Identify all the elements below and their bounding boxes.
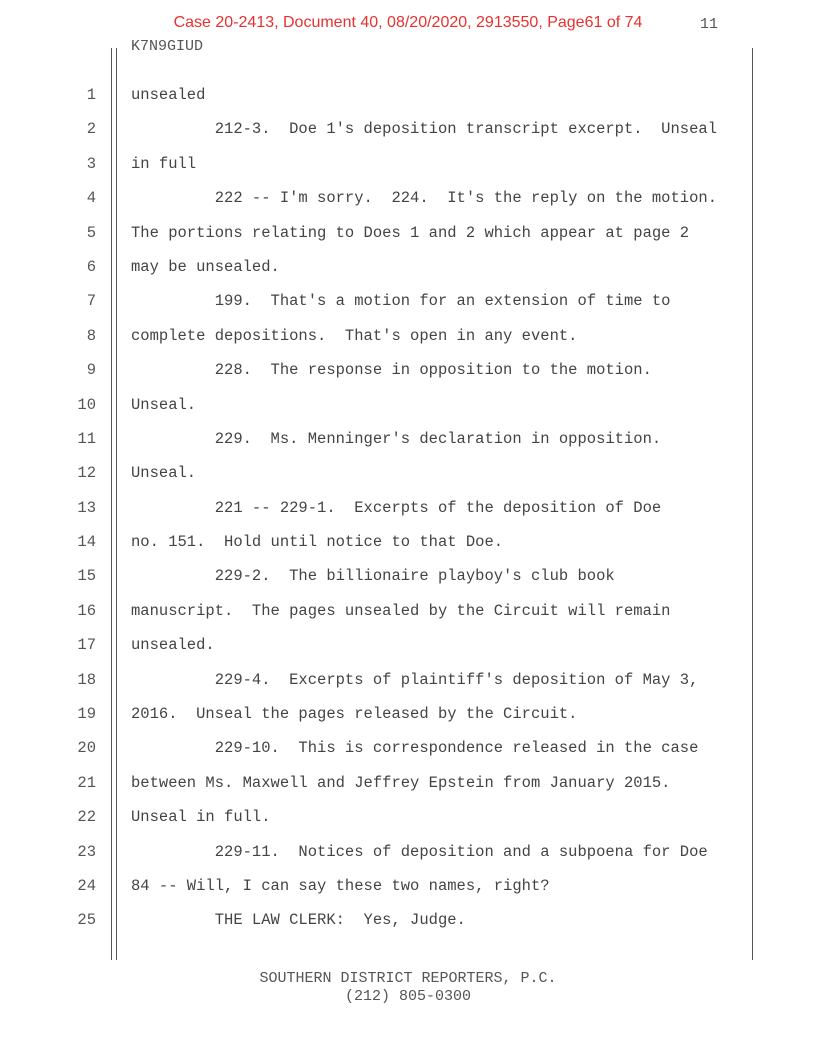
line-number: 9	[86, 361, 96, 380]
transcript-line	[0, 147, 816, 181]
transcript-line	[0, 319, 816, 353]
transcript-line	[0, 181, 816, 215]
line-text: 222 -- I'm sorry. 224. It's the reply on the motion.	[131, 189, 717, 208]
transcript-line	[0, 800, 816, 834]
line-number: 15	[77, 567, 96, 586]
line-number: 4	[86, 189, 96, 208]
transcript-line	[0, 766, 816, 800]
transcript-line	[0, 869, 816, 903]
transcript-body	[0, 78, 816, 938]
line-number: 11	[77, 429, 96, 448]
transcript-line	[0, 594, 816, 628]
transcript-id: K7N9GIUD	[131, 38, 204, 55]
transcript-line	[0, 903, 816, 937]
line-text: complete depositions. That's open in any event.	[131, 326, 578, 345]
line-number: 13	[77, 498, 96, 517]
transcript-line	[0, 835, 816, 869]
line-text: 228. The response in opposition to the motion.	[131, 361, 652, 380]
line-text: Unseal.	[131, 464, 197, 483]
line-number: 21	[77, 773, 96, 792]
line-number: 23	[77, 842, 96, 861]
line-number: 14	[77, 533, 96, 552]
line-text: may be unsealed.	[131, 257, 280, 276]
transcript-line	[0, 559, 816, 593]
transcript-line	[0, 731, 816, 765]
transcript-line	[0, 628, 816, 662]
reporter-phone: (212) 805-0300	[344, 988, 472, 1005]
line-text: 229-4. Excerpts of plaintiff's deposition of May 3,	[131, 670, 699, 689]
line-number: 20	[77, 739, 96, 758]
line-text: in full	[131, 154, 197, 173]
line-number: 16	[77, 601, 96, 620]
line-text: 229-11. Notices of deposition and a subpoena for Doe	[131, 842, 708, 861]
transcript-line	[0, 78, 816, 112]
line-text: Unseal in full.	[131, 808, 271, 827]
line-number: 1	[86, 86, 96, 104]
line-text: 199. That's a motion for an extension of time to	[131, 292, 671, 311]
transcript-line	[0, 525, 816, 559]
transcript-line	[0, 112, 816, 146]
line-text: 84 -- Will, I can say these two names, right?	[131, 876, 550, 895]
transcript-line	[0, 353, 816, 387]
line-text: between Ms. Maxwell and Jeffrey Epstein from January 2015.	[131, 773, 671, 792]
reporter-name: SOUTHERN DISTRICT REPORTERS, P.C.	[259, 970, 557, 987]
line-text: THE LAW CLERK: Yes, Judge.	[131, 911, 466, 930]
transcript-line	[0, 250, 816, 284]
line-number: 8	[86, 326, 96, 345]
line-text: 2016. Unseal the pages released by the Circuit.	[131, 705, 578, 724]
line-text: manuscript. The pages unsealed by the Circuit will remain	[131, 601, 671, 620]
transcript-line	[0, 216, 816, 250]
transcript-line	[0, 284, 816, 318]
transcript-line	[0, 697, 816, 731]
line-number: 2	[86, 120, 96, 139]
line-text: no. 151. Hold until notice to that Doe.	[131, 533, 504, 552]
line-text: unsealed.	[131, 636, 215, 655]
line-text: 221 -- 229-1. Excerpts of the deposition of Doe	[131, 498, 662, 517]
line-number: 17	[77, 636, 96, 655]
line-number: 5	[86, 223, 96, 242]
transcript-line	[0, 456, 816, 490]
line-number: 19	[77, 705, 96, 724]
line-number: 18	[77, 670, 96, 689]
line-number: 7	[86, 292, 96, 311]
reporter-footer	[0, 970, 816, 1006]
transcript-line	[0, 388, 816, 422]
transcript-line	[0, 663, 816, 697]
transcript-line	[0, 422, 816, 456]
case-stamp: Case 20-2413, Document 40, 08/20/2020, 2913550, Page61 of 74	[173, 14, 643, 31]
line-number: 25	[77, 911, 96, 930]
transcript-line	[0, 491, 816, 525]
line-text: 212-3. Doe 1's deposition transcript excerpt. Unseal	[131, 120, 717, 139]
line-text: Unseal.	[131, 395, 197, 414]
line-text: unsealed	[131, 86, 206, 104]
line-number: 22	[77, 808, 96, 827]
line-text: 229-2. The billionaire playboy's club book	[131, 567, 615, 586]
line-number: 3	[86, 154, 96, 173]
line-text: The portions relating to Does 1 and 2 which appear at page 2	[131, 223, 690, 242]
line-number: 12	[77, 464, 96, 483]
line-number: 6	[86, 257, 96, 276]
page-number: 11	[700, 16, 719, 33]
line-number: 24	[77, 876, 96, 895]
line-text: 229. Ms. Menninger's declaration in opposition.	[131, 429, 662, 448]
line-text: 229-10. This is correspondence released in the case	[131, 739, 699, 758]
line-number: 10	[77, 395, 96, 414]
